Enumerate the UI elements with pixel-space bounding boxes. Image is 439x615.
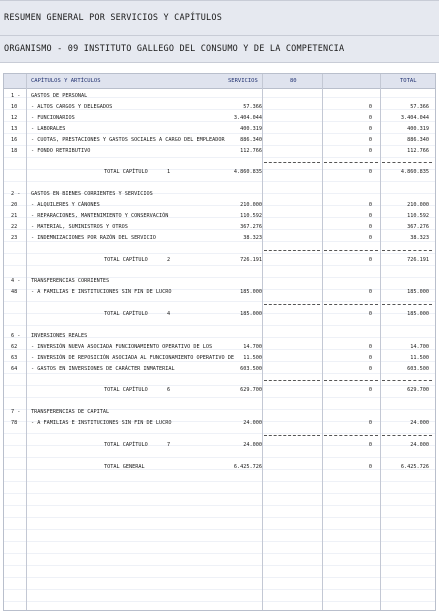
total-chapter-number: 2 [167,256,171,263]
total-row [4,167,435,177]
article-code: 20 [11,202,18,208]
total-value: 400.319 [407,125,429,132]
services-value: 14.700 [243,343,262,350]
article-code: 10 [11,103,18,110]
total-chapter-number: 1 [167,169,171,176]
col80-value: 0 [368,441,372,448]
total-row [4,440,435,450]
total-label: TOTAL CAPÍTULO [104,387,148,394]
services-value: 24.000 [243,420,262,426]
article-code: 63 [11,354,18,361]
total-value: 11.500 [410,354,429,361]
total-value: 185.000 [407,311,429,317]
services-value: 629.700 [240,387,262,394]
total-value: 3.404.044 [400,114,429,121]
header-total: TOTAL [400,78,417,84]
services-value: 886.340 [240,136,262,143]
col80-value: 0 [368,387,372,394]
total-separator [382,250,432,251]
total-value: 57.366 [410,103,429,110]
chapter-code: 4 - [11,278,21,285]
chapter-code: 2 - [11,191,21,198]
chapter-row [4,331,435,341]
article-name: - A FAMILIAS E INSTITUCIONES SIN FIN DE LUCRO [31,289,172,296]
report-title: RESUMEN GENERAL POR SERVICIOS Y CAPÍTULOS [0,0,439,36]
total-value: 24.000 [410,420,429,426]
header-80: 80 [290,78,297,84]
article-code: 22 [11,223,18,230]
table-row [4,146,435,156]
total-value: 726.191 [407,256,429,263]
total-value: 6.425.726 [400,463,429,470]
table-row [4,364,435,374]
total-label: TOTAL CAPÍTULO [104,169,148,176]
chapter-row [4,189,435,199]
services-value: 603.500 [240,365,262,372]
table-row [4,113,435,123]
total-separator [264,304,320,305]
article-name: - LABORALES [31,125,66,132]
total-value: 367.276 [407,223,429,230]
article-name: - CUOTAS, PRESTACIONES Y GASTOS SOCIALES A CARGO DEL EMPLEADOR [31,136,225,143]
services-value: 3.404.044 [233,114,262,121]
table-row [4,135,435,145]
article-name: - INVERSIÓN NUEVA ASOCIADA FUNCIONAMIENTO OPERATIVO DE LOS [31,343,213,350]
chapter-name: GASTOS DE PERSONAL [31,93,88,99]
col80-value: 0 [368,311,372,317]
article-name: - INVERSIÓN DE REPOSICIÓN ASOCIADA AL FUNCIONAMIENTO OPERATIVO DE [31,354,235,361]
summary-table [3,73,436,611]
article-name: - MATERIAL, SUMINISTROS Y OTROS [31,223,128,230]
table-header [4,74,435,89]
total-separator [264,380,320,381]
total-row [4,385,435,395]
total-value: 210.000 [407,202,429,208]
table-row [4,124,435,134]
col80-value: 0 [368,365,372,372]
chapter-row [4,407,435,417]
table-row [4,418,435,428]
col80-value: 0 [368,103,372,110]
total-chapter-number: 4 [167,311,171,317]
total-separator [324,304,378,305]
col80-value: 0 [368,354,372,361]
services-value: 112.766 [240,147,262,154]
total-row [4,462,435,472]
col80-value: 0 [368,463,372,470]
total-row [4,309,435,319]
col80-value: 0 [368,256,372,263]
chapter-code: 6 - [11,332,21,339]
total-separator [382,162,432,163]
article-code: 21 [11,212,18,219]
total-label: TOTAL CAPÍTULO [104,256,148,263]
col80-value: 0 [368,114,372,121]
article-code: 16 [11,136,18,143]
article-code: 18 [11,147,18,154]
total-separator [324,380,378,381]
table-row [4,211,435,221]
total-row [4,255,435,265]
table-row [4,233,435,243]
total-value: 4.860.835 [400,169,429,176]
total-value: 185.000 [407,289,429,296]
col80-value: 0 [368,202,372,208]
col80-value: 0 [368,136,372,143]
article-name: - FONDO RETRIBUTIVO [31,147,91,154]
total-value: 24.000 [410,441,429,448]
total-label: TOTAL CAPÍTULO [104,311,148,317]
chapter-code: 1 - [11,93,21,99]
chapter-name: TRANSFERENCIAS DE CAPITAL [31,409,110,416]
total-separator [324,162,378,163]
chapter-row [4,91,435,101]
total-separator [324,435,378,436]
total-chapter-number: 7 [167,441,171,448]
article-code: 12 [11,114,18,121]
total-separator [264,162,320,163]
services-value: 57.366 [243,103,262,110]
chapter-name: GASTOS EN BIENES CORRIENTES Y SERVICIOS [31,191,153,198]
table-row [4,102,435,112]
services-value: 367.276 [240,223,262,230]
services-value: 185.000 [240,311,262,317]
article-name: - ALQUILERES Y CÁNONES [31,202,100,208]
col80-value: 0 [368,223,372,230]
table-row [4,342,435,352]
article-code: 23 [11,234,18,241]
total-value: 14.700 [410,343,429,350]
col80-value: 0 [368,420,372,426]
article-name: - FUNCIONARIOS [31,114,75,121]
col80-value: 0 [368,343,372,350]
table-row [4,353,435,363]
services-value: 185.000 [240,289,262,296]
article-name: - ALTOS CARGOS Y DELEGADOS [31,103,113,110]
total-label: TOTAL GENERAL [104,463,145,470]
total-separator [382,304,432,305]
article-code: 48 [11,289,18,296]
header-services: SERVICIOS [228,78,258,84]
total-separator [324,250,378,251]
chapter-name: TRANSFERENCIAS CORRIENTES [31,278,110,285]
services-value: 4.860.835 [233,169,262,176]
col80-value: 0 [368,169,372,176]
header-chapters: CAPÍTULOS Y ARTÍCULOS [31,78,101,84]
chapter-name: INVERSIONES REALES [31,332,88,339]
total-value: 629.700 [407,387,429,394]
chapter-code: 7 - [11,409,21,416]
table-row [4,222,435,232]
total-separator [264,250,320,251]
total-label: TOTAL CAPÍTULO [104,441,148,448]
col80-value: 0 [368,125,372,132]
article-name: - INDEMNIZACIONES POR RAZÓN DEL SERVICIO [31,234,156,241]
col80-value: 0 [368,147,372,154]
article-code: 62 [11,343,18,350]
services-value: 726.191 [240,256,262,263]
col80-value: 0 [368,234,372,241]
services-value: 6.425.726 [233,463,262,470]
total-value: 112.766 [407,147,429,154]
organism-title: ORGANISMO - 09 INSTITUTO GALLEGO DEL CONSUMO Y DE LA COMPETENCIA [0,36,439,63]
article-name: - A FAMILIAS E INSTITUCIONES SIN FIN DE LUCRO [31,420,172,426]
services-value: 110.592 [240,212,262,219]
table-row [4,287,435,297]
col80-value: 0 [368,212,372,219]
article-name: - REPARACIONES, MANTENIMIENTO Y CONSERVACIÓN [31,212,169,219]
table-row [4,200,435,210]
total-separator [382,380,432,381]
total-separator [264,435,320,436]
total-value: 110.592 [407,212,429,219]
total-value: 603.500 [407,365,429,372]
total-separator [382,435,432,436]
chapter-row [4,276,435,286]
article-name: - GASTOS EN INVERSIONES DE CARÁCTER INMATERIAL [31,365,175,372]
total-chapter-number: 6 [167,387,171,394]
col80-value: 0 [368,289,372,296]
services-value: 24.000 [243,441,262,448]
total-value: 886.340 [407,136,429,143]
services-value: 210.000 [240,202,262,208]
article-code: 64 [11,365,18,372]
article-code: 78 [11,420,18,426]
total-value: 38.323 [410,234,429,241]
article-code: 13 [11,125,18,132]
services-value: 11.500 [243,354,262,361]
services-value: 400.319 [240,125,262,132]
services-value: 38.323 [243,234,262,241]
